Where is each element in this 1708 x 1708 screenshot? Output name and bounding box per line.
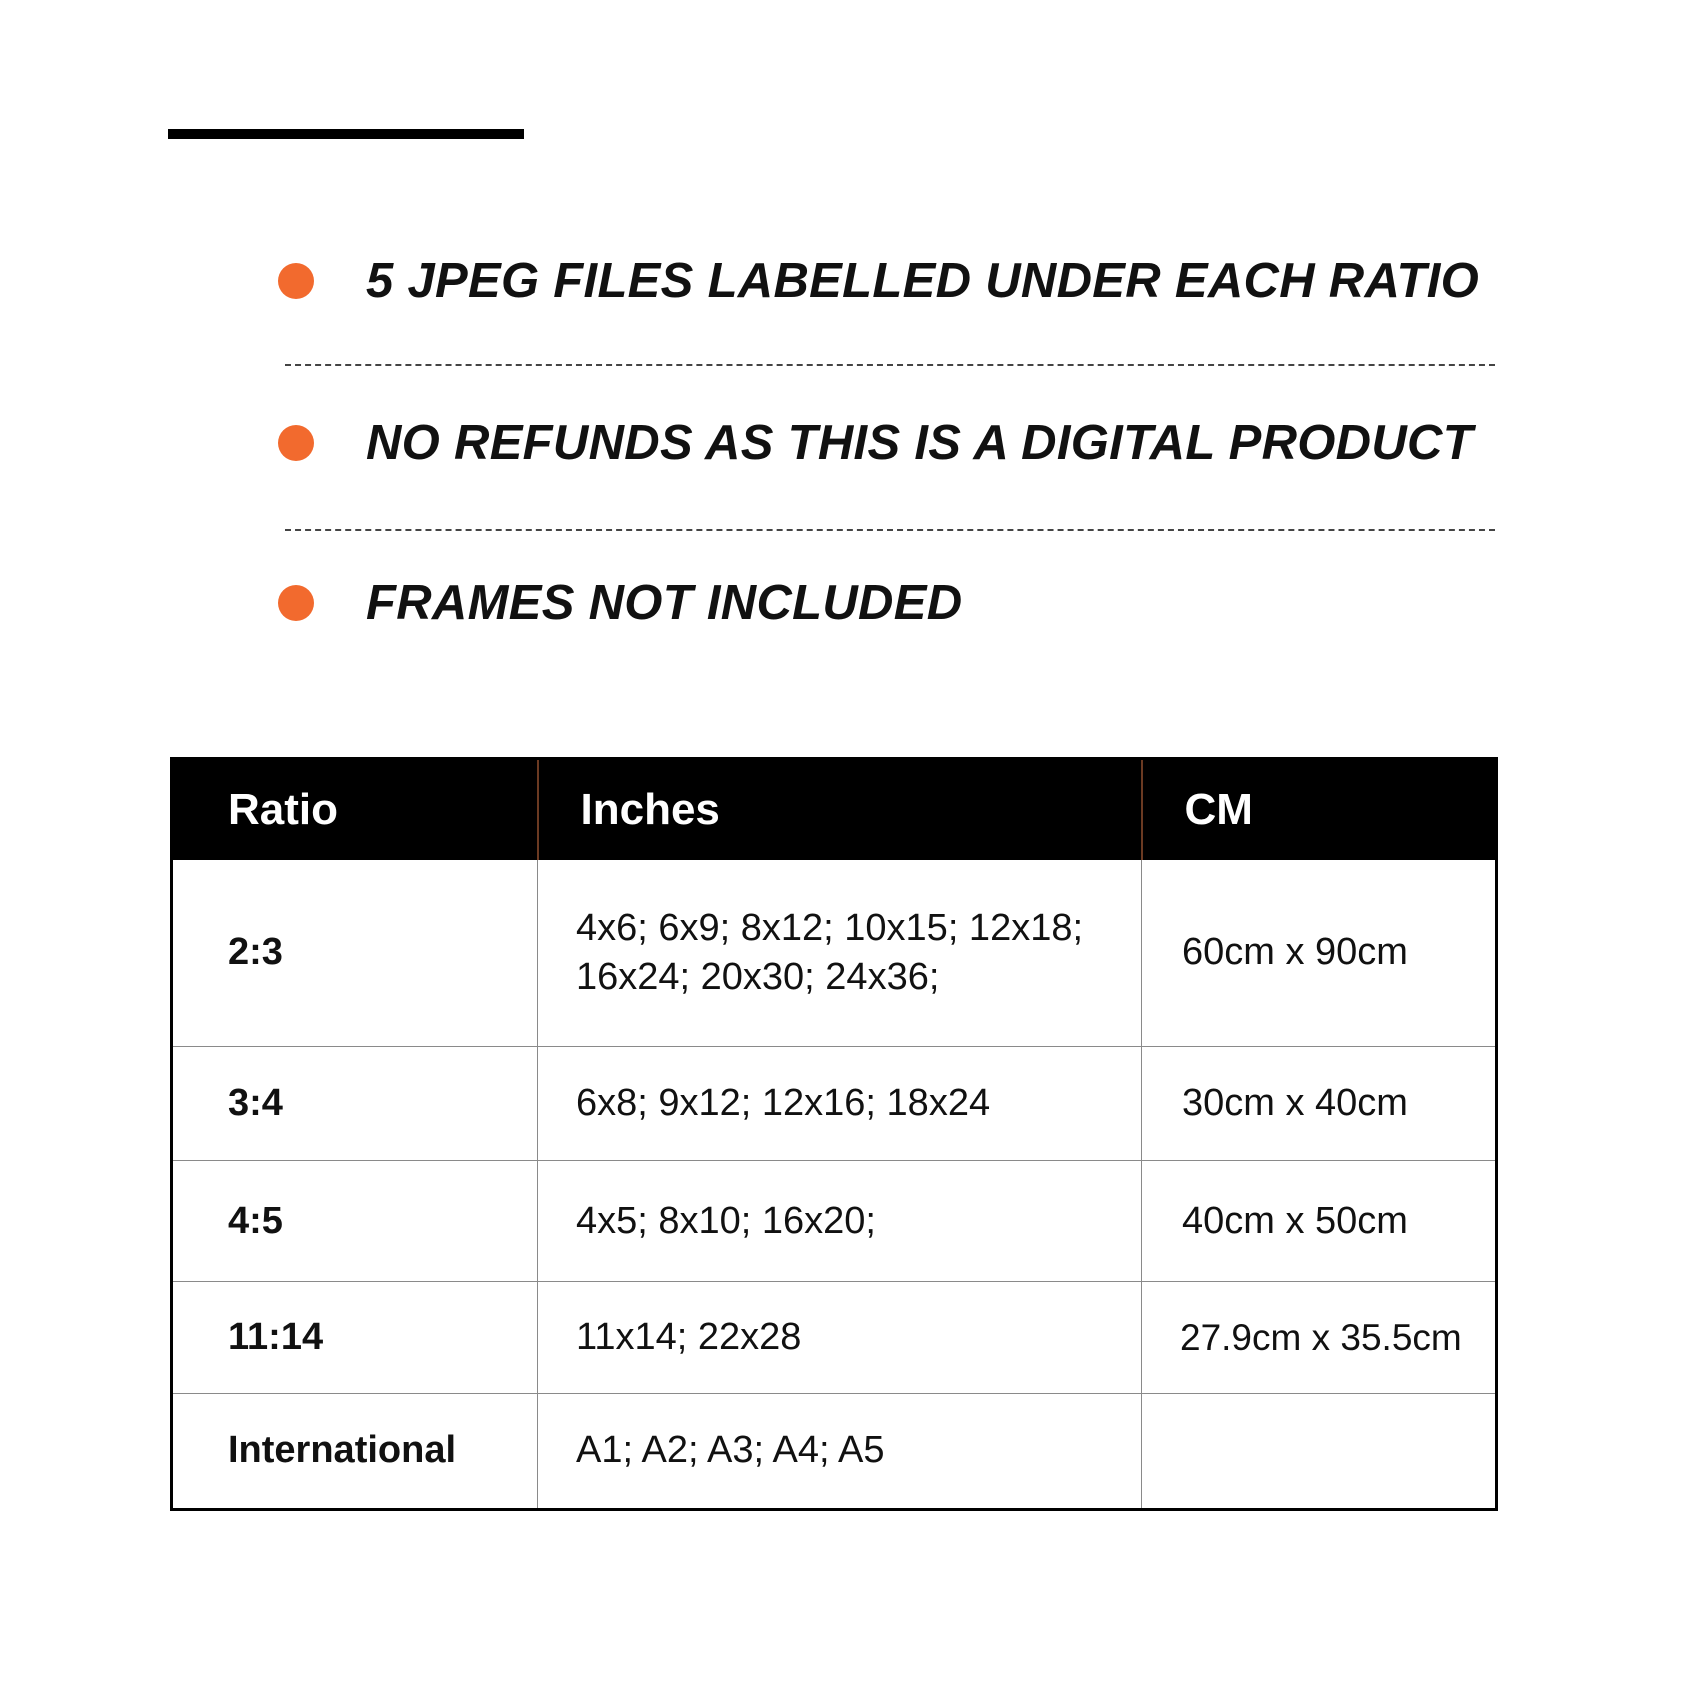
table-row	[172, 860, 1497, 1046]
header-ratio: Ratio	[172, 759, 538, 861]
table-row	[172, 1282, 1497, 1393]
header-inches: Inches	[538, 759, 1142, 861]
bullet-dot-icon	[278, 585, 314, 621]
bullet-item	[278, 408, 1473, 478]
cell-ratio: 2:3	[172, 860, 538, 1046]
cell-inches: A1; A2; A3; A4; A5	[538, 1393, 1142, 1509]
table-row	[172, 1161, 1497, 1282]
cell-inches: 11x14; 22x28	[538, 1282, 1142, 1393]
cell-inches: 4x6; 6x9; 8x12; 10x15; 12x18; 16x24; 20x30; 24x36;	[538, 860, 1142, 1046]
bullet-item	[278, 246, 1479, 316]
cell-cm: 30cm x 40cm	[1142, 1046, 1497, 1160]
dashed-divider	[285, 529, 1495, 531]
cell-cm: 60cm x 90cm	[1142, 860, 1497, 1046]
header-cm: CM	[1142, 759, 1497, 861]
bullet-dot-icon	[278, 263, 314, 299]
bullet-text: NO REFUNDS AS THIS IS A DIGITAL PRODUCT	[366, 416, 1473, 470]
cell-inches: 4x5; 8x10; 16x20;	[538, 1161, 1142, 1282]
cell-cm: 40cm x 50cm	[1142, 1161, 1497, 1282]
bullet-text: FRAMES NOT INCLUDED	[366, 576, 963, 630]
bullet-dot-icon	[278, 425, 314, 461]
dashed-divider	[285, 364, 1495, 366]
bullet-item	[278, 568, 962, 638]
cell-cm	[1142, 1393, 1497, 1509]
table-header-row	[172, 759, 1497, 861]
top-accent-rule	[168, 129, 524, 139]
size-table	[170, 757, 1498, 1511]
table-row	[172, 1046, 1497, 1160]
cell-ratio: 4:5	[172, 1161, 538, 1282]
bullet-text: 5 JPEG FILES LABELLED UNDER EACH RATIO	[366, 254, 1480, 308]
cell-ratio: International	[172, 1393, 538, 1509]
cell-ratio: 3:4	[172, 1046, 538, 1160]
cell-ratio: 11:14	[172, 1282, 538, 1393]
table-row	[172, 1393, 1497, 1509]
cell-cm: 27.9cm x 35.5cm	[1142, 1282, 1497, 1393]
cell-inches: 6x8; 9x12; 12x16; 18x24	[538, 1046, 1142, 1160]
